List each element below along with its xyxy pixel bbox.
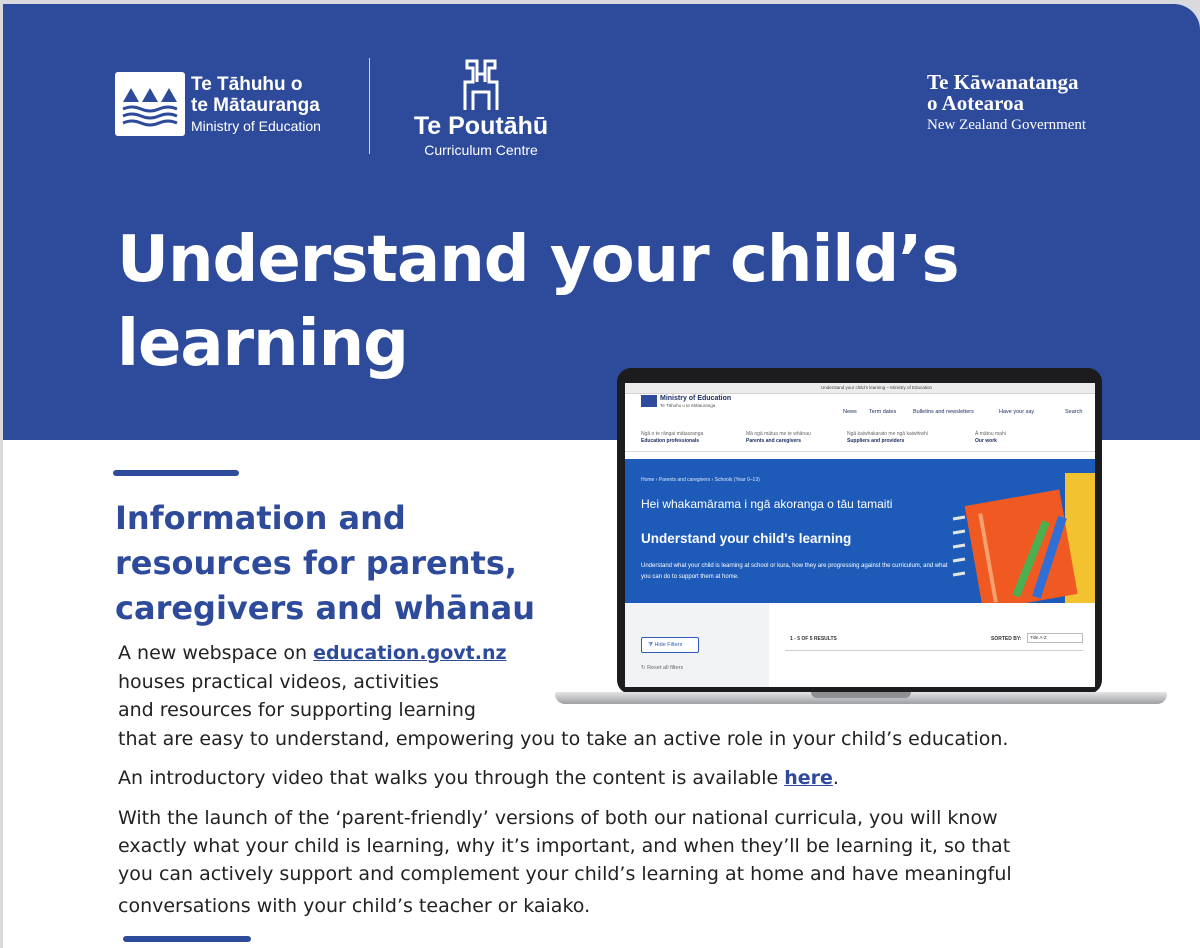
main-nav-maori-1: Mā ngā mātua me te whānau	[746, 431, 811, 437]
screenshot-heading: Understand your child's learning	[641, 531, 852, 546]
browser-bar	[625, 383, 1095, 394]
main-nav-maori-0: Ngā o te rāngai mātauranga	[641, 431, 704, 437]
main-nav-our-work[interactable]	[975, 431, 1006, 445]
paragraph-1-line-3: and resources for supporting learning	[118, 699, 476, 721]
sort-select[interactable]: Title A-Z	[1027, 633, 1083, 643]
website-screenshot	[625, 383, 1095, 687]
curriculum-centre-logo	[401, 58, 561, 158]
paragraph-1-prefix: A new webspace on	[118, 642, 314, 664]
paragraph-3-line-3: you can actively support and complement your child’s learning at home and have meaningful	[118, 863, 1012, 885]
document-page	[3, 4, 1200, 948]
education-govt-link[interactable]: education.govt.nz	[313, 642, 507, 664]
screenshot-heading-maori: Hei whakamārama i ngā akoranga o tāu tamaiti	[641, 497, 893, 511]
site-logo-name: Ministry of Education	[660, 395, 732, 402]
reset-icon: ↻	[641, 665, 648, 671]
paragraph-2-prefix: An introductory video that walks you through the content is available	[118, 767, 785, 789]
top-nav-search[interactable]: Search	[1065, 409, 1083, 415]
breadcrumb[interactable]: Home › Parents and caregivers › Schools (Year 0–13)	[641, 477, 760, 483]
curriculum-logo-name: Te Poutāhū	[413, 112, 549, 140]
moe-logo-mark-icon	[115, 72, 185, 136]
hide-filters-button[interactable]	[641, 637, 699, 653]
stationery-illustration-icon	[945, 459, 1095, 603]
main-nav-english-3: Our work	[975, 438, 997, 444]
paragraph-1-line-1	[118, 642, 507, 664]
nzg-logo-line2: o Aotearoa	[927, 91, 1025, 115]
top-nav-term-dates[interactable]: Term dates	[869, 409, 897, 415]
intro-video-link[interactable]: here	[784, 767, 833, 789]
results-divider	[785, 650, 1083, 651]
main-nav-english-2: Suppliers and providers	[847, 438, 905, 444]
main-nav-english-1: Parents and caregivers	[746, 438, 802, 444]
curriculum-logo-subtitle: Curriculum Centre	[424, 142, 538, 158]
site-logo-sub: Te Tāhuhu o te Mātauranga	[660, 403, 716, 408]
accent-bar-top	[113, 470, 239, 476]
paragraph-3-line-2: exactly what your child is learning, why it’s important, and when they’ll be learning it, so that	[118, 835, 1011, 857]
main-nav-maori-3: Ā mātou mahi	[975, 431, 1006, 437]
laptop-mockup	[555, 368, 1167, 716]
moe-logo-line2: te Mātauranga	[191, 95, 320, 116]
top-nav-bulletins[interactable]: Bulletins and newsletters	[913, 409, 974, 415]
top-nav-news[interactable]: News	[843, 409, 857, 415]
filter-icon: ⧩	[648, 642, 655, 648]
main-nav-maori-2: Ngā kaiwhakarato me ngā kaiwhiwhi	[847, 431, 928, 437]
site-logo-icon	[641, 395, 657, 407]
reset-filters-link[interactable]	[641, 665, 683, 671]
paragraph-2	[118, 767, 839, 789]
hide-filters-label: Hide Filters	[654, 642, 683, 648]
paragraph-3-line-1: With the launch of the ‘parent-friendly’ versions of both our national curricula, you will know	[118, 807, 998, 829]
nzg-logo-line3: New Zealand Government	[927, 117, 1087, 133]
logo-divider	[369, 58, 370, 154]
paragraph-2-suffix: .	[832, 767, 839, 789]
reset-filters-label: Reset all filters	[647, 665, 684, 671]
section-subheading: Information and resources for parents, caregivers and whānau	[115, 499, 535, 627]
top-nav-have-your-say[interactable]: Have your say	[999, 409, 1035, 415]
screenshot-description: Understand what your child is learning at school or kura, how they are progressing against the curriculum, and what you can do to support them at home.	[641, 563, 948, 580]
ministry-of-education-logo	[115, 72, 321, 136]
sorted-by-label: SORTED BY:	[991, 636, 1022, 642]
main-nav-parents-caregivers[interactable]	[746, 431, 811, 445]
nz-government-logo	[927, 72, 1086, 134]
browser-tab-title: Understand your child’s learning – Ministry of Education	[821, 385, 932, 390]
results-count: 1 - 5 OF 5 RESULTS	[790, 636, 837, 642]
laptop-notch	[811, 692, 911, 698]
page-title: Understand your child’s learning	[117, 223, 959, 381]
moe-logo-line3: Ministry of Education	[191, 118, 321, 134]
nav-divider	[625, 451, 1095, 452]
paragraph-1-line-2: houses practical videos, activities	[118, 671, 439, 693]
nzg-logo-line1: Te Kāwanatanga	[927, 70, 1079, 94]
accent-bar-bottom	[123, 936, 251, 942]
main-nav-suppliers-providers[interactable]	[847, 431, 928, 445]
poutahu-mark-icon	[461, 58, 501, 110]
moe-logo-line1: Te Tāhuhu o	[191, 74, 303, 95]
paragraph-1-line-4: that are easy to understand, empowering you to take an active role in your child’s education.	[118, 728, 1009, 750]
paragraph-3-line-4: conversations with your child’s teacher or kaiako.	[118, 895, 591, 917]
main-nav-education-professionals[interactable]	[641, 431, 703, 445]
main-nav-english-0: Education professionals	[641, 438, 700, 444]
